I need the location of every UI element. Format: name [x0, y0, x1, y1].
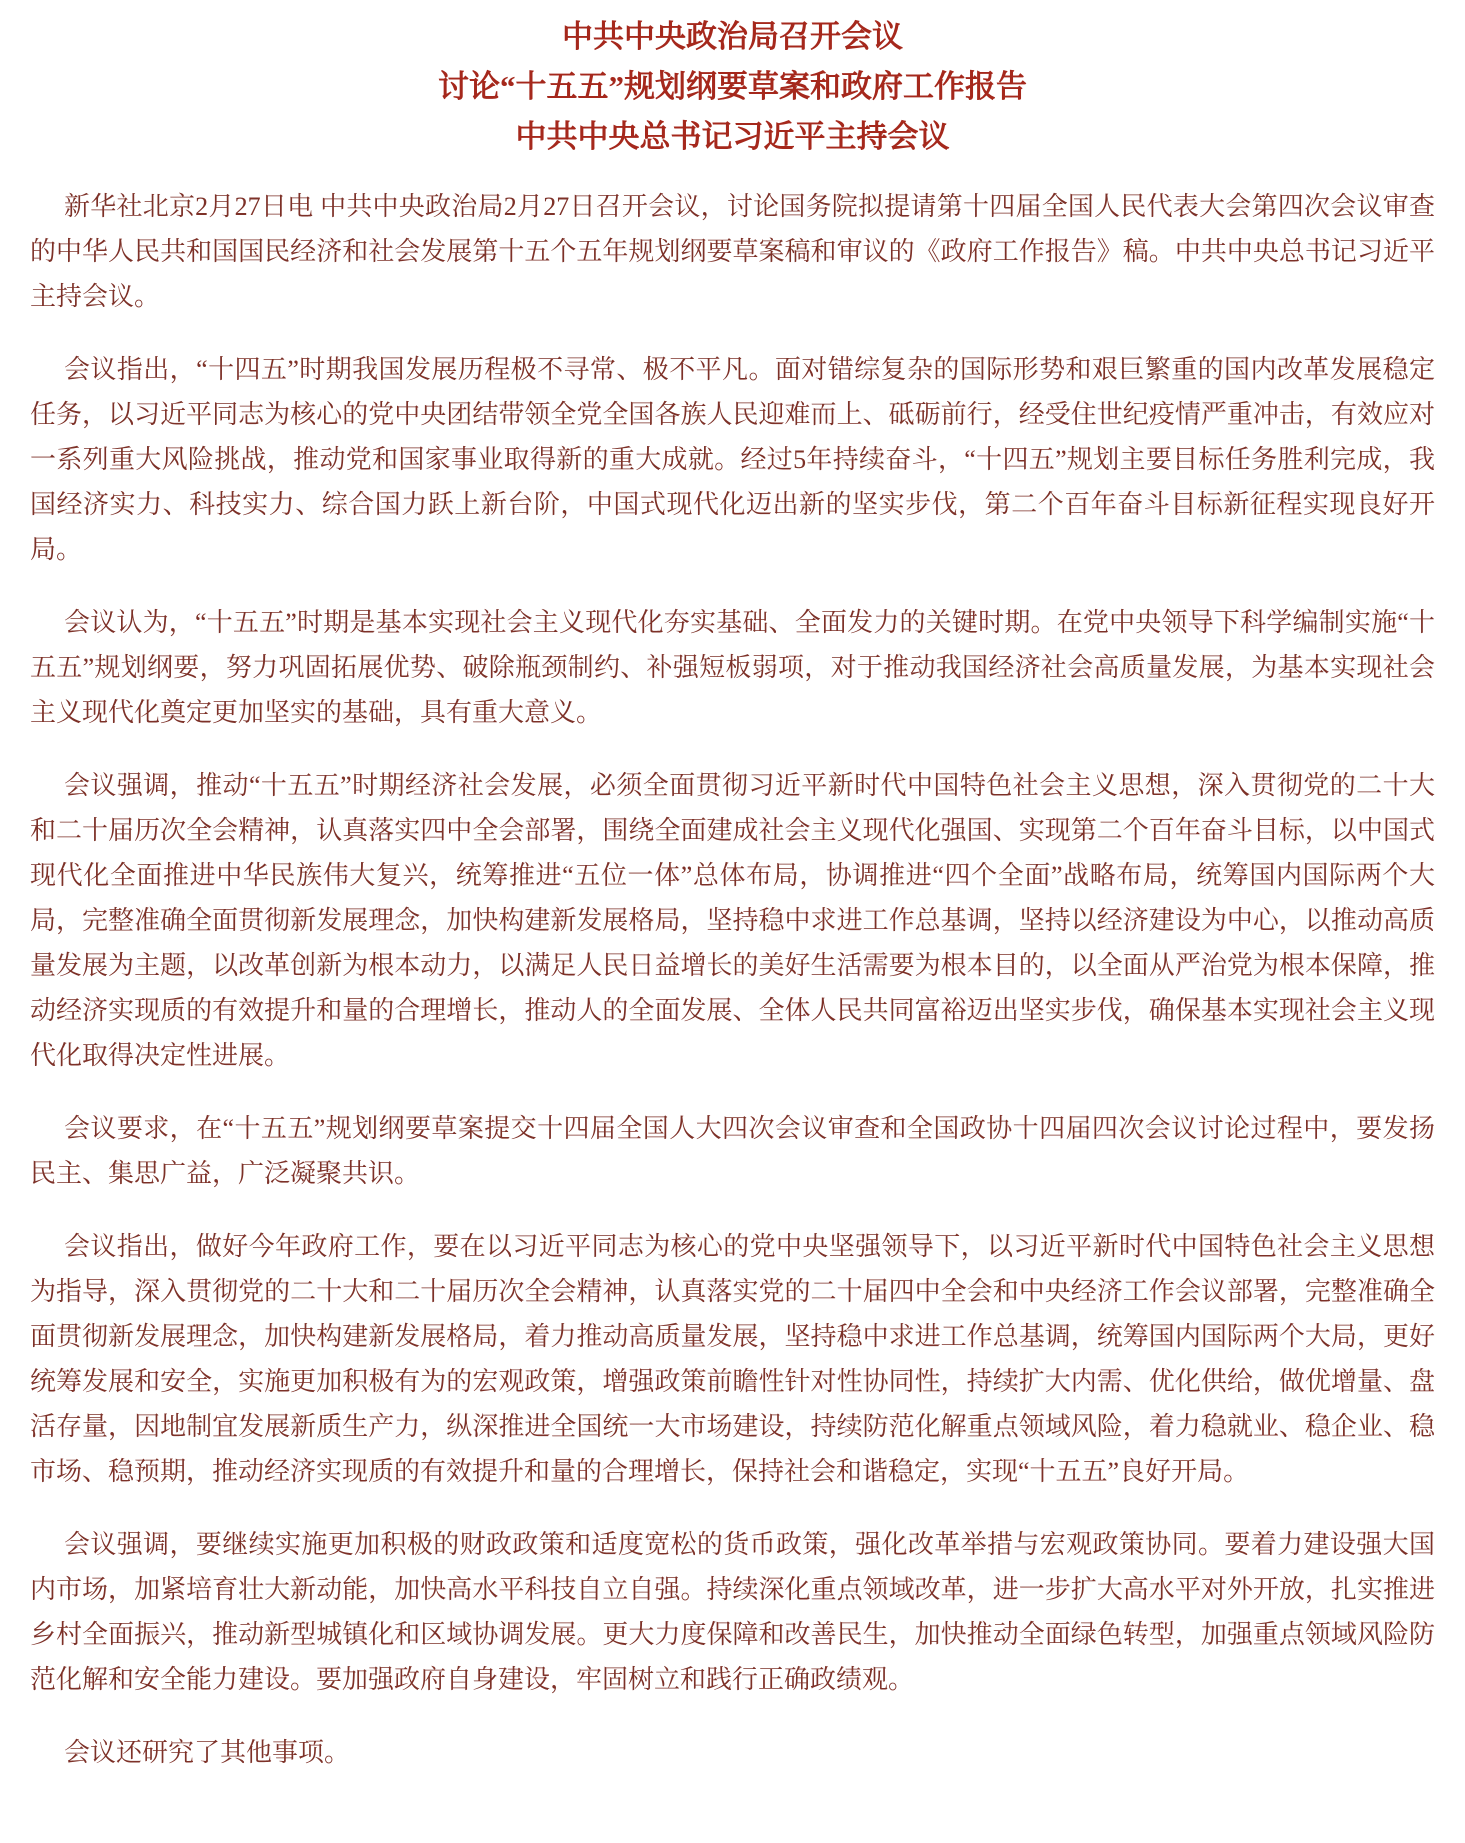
article-title-line-1: 中共中央政治局召开会议: [562, 19, 903, 54]
paragraph-other-matters: 会议还研究了其他事项。: [64, 1738, 351, 1767]
paragraph-meeting-stressed-development-guidelines: 会议强调，推动“十五五”时期经济社会发展，必须全面贯彻习近平新时代中国特色社会主义思想，深入贯彻党的二十大和二十届历次全会精神，认真落实四中全会部署，围绕全面建成社会主义现代化强国、实现第二个百年奋斗目标，以中国式现代化全面推进中华民族伟大复兴，统筹推进“五位一体”总体布局，协调推进“四个全面”战略布局，统筹国内国际两个大局，完整准确全面贯彻新发展理念，加快构建新发展格局，坚持稳中求进工作总基调，坚持以经济建设为中心，以推动高质量发展为主题，以改革创新为根本动力，以满足人民日益增长的美好生活需要为根本目的，以全面从严治党为根本保障，推动经济实现质的有效提升和量的合理增长，推动人的全面发展、全体人民共同富裕迈出坚实步伐，确保基本实现社会主义现代化取得决定性进展。: [30, 771, 1435, 1070]
article-title-line-2: 讨论“十五五”规划纲要草案和政府工作报告: [438, 69, 1027, 104]
article-body: [30, 184, 1435, 1775]
paragraph-meeting-pointed-out-14th-plan: 会议指出，“十四五”时期我国发展历程极不寻常、极不平凡。面对错综复杂的国际形势和艰巨繁重的国内改革发展稳定任务，以习近平同志为核心的党中央团结带领全党全国各族人民迎难而上、砥砺前行，经受住世纪疫情严重冲击，有效应对一系列重大风险挑战，推动党和国家事业取得新的重大成就。经过5年持续奋斗，“十四五”规划主要目标任务胜利完成，我国经济实力、科技实力、综合国力跃上新台阶，中国式现代化迈出新的坚实步伐，第二个百年奋斗目标新征程实现良好开局。: [30, 355, 1435, 564]
paragraph-meeting-pointed-out-government-work: 会议指出，做好今年政府工作，要在以习近平同志为核心的党中央坚强领导下，以习近平新时代中国特色社会主义思想为指导，深入贯彻党的二十大和二十届历次全会精神，认真落实党的二十届四中全会和中央经济工作会议部署，完整准确全面贯彻新发展理念，加快构建新发展格局，着力推动高质量发展，坚持稳中求进工作总基调，统筹国内国际两个大局，更好统筹发展和安全，实施更加积极有为的宏观政策，增强政策前瞻性针对性协同性，持续扩大内需、优化供给，做优增量、盘活存量，因地制宜发展新质生产力，纵深推进全国统一大市场建设，持续防范化解重点领域风险，着力稳就业、稳企业、稳市场、稳预期，推动经济实现质的有效提升和量的合理增长，保持社会和谐稳定，实现“十五五”良好开局。: [30, 1232, 1435, 1486]
article-title: [30, 14, 1435, 160]
paragraph-meeting-demanded-democracy-consensus: 会议要求，在“十五五”规划纲要草案提交十四届全国人大四次会议审查和全国政协十四届四次会议讨论过程中，要发扬民主、集思广益，广泛凝聚共识。: [30, 1114, 1435, 1188]
paragraph-meeting-stressed-fiscal-monetary-policy: 会议强调，要继续实施更加积极的财政政策和适度宽松的货币政策，强化改革举措与宏观政策协同。要着力建设强大国内市场，加紧培育壮大新动能，加快高水平科技自立自强。持续深化重点领域改革，进一步扩大高水平对外开放，扎实推进乡村全面振兴，推动新型城镇化和区域协调发展。更大力度保障和改善民生，加快推动全面绿色转型，加强重点领域风险防范化解和安全能力建设。要加强政府自身建设，牢固树立和践行正确政绩观。: [30, 1530, 1435, 1694]
article-title-line-3: 中共中央总书记习近平主持会议: [515, 119, 950, 154]
paragraph-meeting-believes-15th-plan-period: 会议认为，“十五五”时期是基本实现社会主义现代化夯实基础、全面发力的关键时期。在党中央领导下科学编制实施“十五五”规划纲要，努力巩固拓展优势、破除瓶颈制约、补强短板弱项，对于推动我国经济社会高质量发展，为基本实现社会主义现代化奠定更加坚实的基础，具有重大意义。: [30, 608, 1435, 727]
paragraph-dateline-lead: 新华社北京2月27日电 中共中央政治局2月27日召开会议，讨论国务院拟提请第十四届全国人民代表大会第四次会议审查的中华人民共和国国民经济和社会发展第十五个五年规划纲要草案稿和审议的《政府工作报告》稿。中共中央总书记习近平主持会议。: [30, 192, 1435, 311]
